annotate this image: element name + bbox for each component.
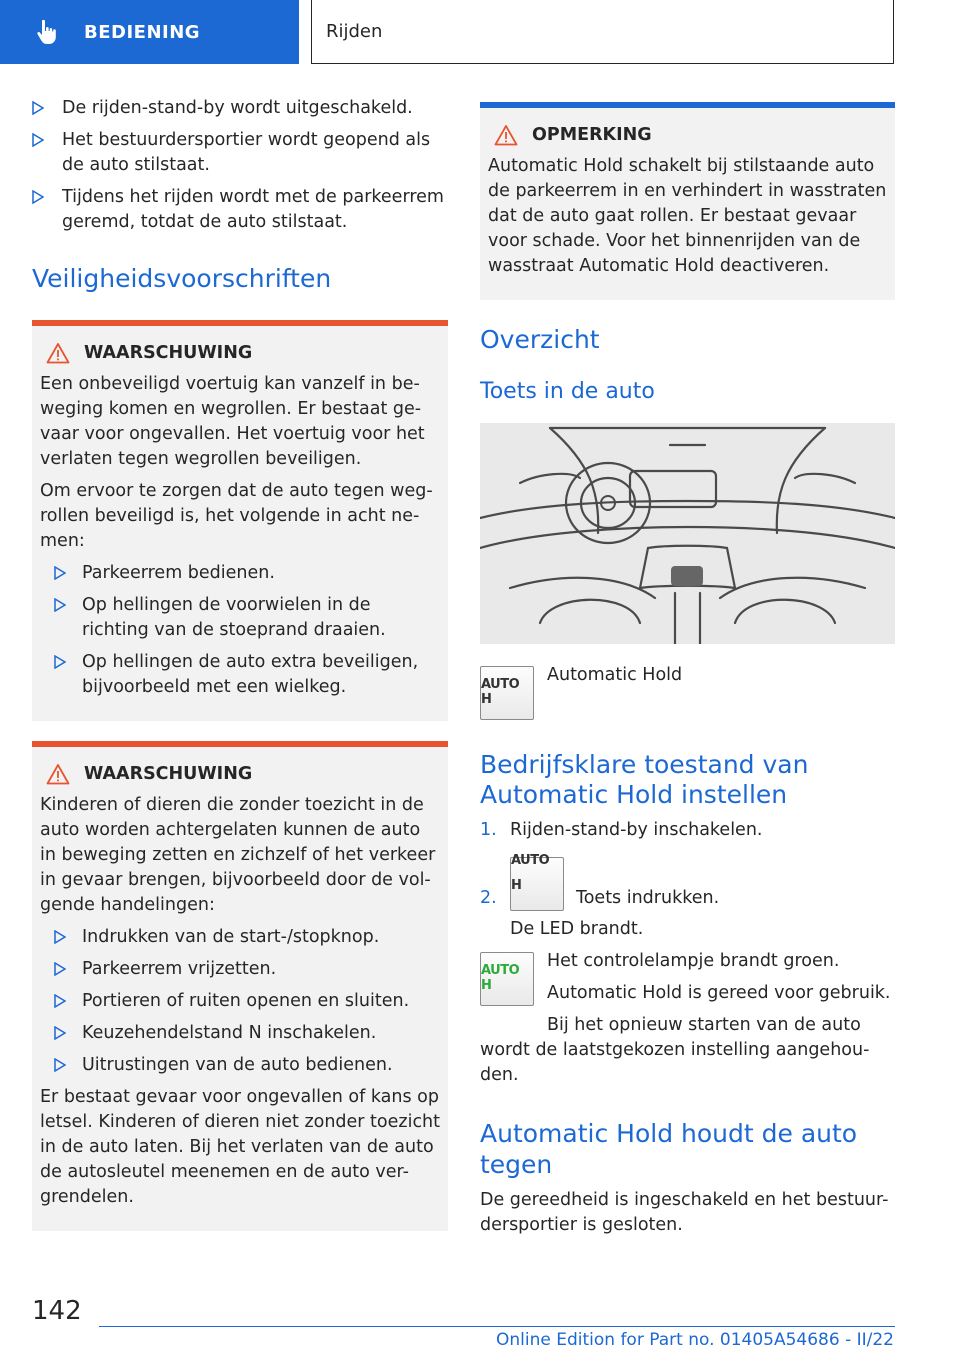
triangle-bullet-icon	[54, 1026, 66, 1040]
triangle-bullet-icon	[32, 190, 44, 204]
triangle-bullet-icon	[32, 133, 44, 147]
hand-pointer-icon	[34, 17, 64, 47]
warning-title: WAARSCHUWING	[84, 343, 253, 363]
section-header	[311, 0, 894, 64]
setup-steps	[480, 818, 895, 911]
triangle-bullet-icon	[54, 994, 66, 1008]
triangle-bullet-icon	[54, 598, 66, 612]
warning-bullets	[40, 561, 440, 700]
list-item: Keuzehendelstand N inschakelen.	[40, 1021, 440, 1046]
footer-divider	[99, 1326, 895, 1327]
button-legend	[480, 666, 895, 720]
page-number: 142	[32, 1296, 82, 1326]
triangle-bullet-icon	[54, 566, 66, 580]
heading-safety: Veiligheidsvoorschriften	[32, 264, 332, 293]
lamp-text: Bij het opnieuw starten van de auto	[547, 1015, 861, 1035]
triangle-bullet-icon	[32, 101, 44, 115]
intro-bullets	[32, 96, 448, 235]
auto-h-indicator-lamp: AUTO H	[480, 952, 534, 1006]
note-text: Automatic Hold schakelt bij stilstaande auto de parkeerrem in en verhindert in wasstraten dat de auto gaat rollen. Er bestaat gevaar voor schade. Voor het binnenrijden van de wasstraat Automatic Hold deactiveren.	[488, 156, 887, 276]
list-item: De rijden-stand-by wordt uitgeschakeld.	[32, 96, 448, 121]
list-item: Parkeerrem bedienen.	[40, 561, 440, 586]
triangle-bullet-icon	[54, 1058, 66, 1072]
chapter-tab[interactable]	[0, 0, 299, 64]
hold-text: De gereedheid is ingeschakeld en het bestuur-dersportier is gesloten.	[480, 1190, 889, 1235]
list-item: Op hellingen de voorwielen in de richting van de stoeprand draaien.	[40, 593, 440, 643]
warning-title: WAARSCHUWING	[84, 764, 253, 784]
led-text: De LED brandt.	[510, 919, 644, 939]
auto-h-button[interactable]: AUTO H	[510, 857, 564, 911]
heading-button-in-car: Toets in de auto	[480, 379, 655, 404]
button-caption: Automatic Hold	[547, 665, 683, 685]
chapter-label: BEDIENING	[84, 21, 201, 43]
warning-text: Om ervoor te zorgen dat de auto tegen weg-rollen beveiligd is, het volgende in acht ne-men:	[40, 481, 433, 551]
list-item: Indrukken van de start-/stopknop.	[40, 925, 440, 950]
triangle-bullet-icon	[54, 655, 66, 669]
list-item: Parkeerrem vrijzetten.	[40, 957, 440, 982]
warning-text: Een onbeveiligd voertuig kan vanzelf in be-weging komen en wegrollen. Er bestaat ge-vaar voor ongevallen. Het voertuig voor het verlaten tegen wegrollen beveiligen.	[40, 374, 425, 469]
warning-box-1	[32, 320, 448, 721]
left-column	[32, 96, 448, 1231]
right-column	[480, 102, 895, 1238]
triangle-bullet-icon	[54, 930, 66, 944]
triangle-bullet-icon	[54, 962, 66, 976]
warning-icon	[46, 763, 70, 785]
auto-h-button[interactable]: AUTO H	[480, 666, 534, 720]
warning-text: Er bestaat gevaar voor ongevallen of kans op letsel. Kinderen of dieren niet zonder toezicht in de auto laten. Bij het verlaten van de auto de autosleutel meenemen en de auto ver-grendelen.	[40, 1087, 441, 1207]
warning-box-2	[32, 741, 448, 1231]
warning-text: Kinderen of dieren die zonder toezicht in de auto worden achtergelaten kunnen de auto in beweging zetten en zichzelf of het verkeer in gevaar brengen, bijvoorbeeld door de vol-gende handelingen:	[40, 795, 436, 915]
note-box	[480, 102, 895, 300]
lamp-text-continued: wordt de laatstgekozen instelling aangehou-den.	[480, 1040, 870, 1085]
warning-icon	[46, 342, 70, 364]
warning-icon	[494, 124, 518, 146]
list-item: Tijdens het rijden wordt met de parkeerrem geremd, totdat de auto stilstaat.	[32, 185, 448, 235]
cockpit-illustration	[480, 423, 895, 644]
list-item: Op hellingen de auto extra beveiligen, bijvoorbeeld met een wielkeg.	[40, 650, 440, 700]
list-item: Portieren of ruiten openen en sluiten.	[40, 989, 440, 1014]
note-title: OPMERKING	[532, 125, 652, 145]
list-item: 1. Rijden-stand-by inschakelen.	[480, 820, 763, 840]
section-title: Rijden	[326, 21, 383, 42]
heading-overview: Overzicht	[480, 325, 600, 354]
warning-bullets	[40, 925, 440, 1078]
edition-link[interactable]: Online Edition for Part no. 01405A54686 - II/22	[495, 1330, 894, 1350]
lamp-legend	[480, 952, 895, 1038]
list-item: Uitrustingen van de auto bedienen.	[40, 1053, 440, 1078]
heading-setup: Bedrijfsklare toestand van Automatic Hold instellen	[480, 750, 809, 809]
list-item: 2. AUTO H Toets indrukken.	[480, 857, 895, 911]
list-item: Het bestuurdersportier wordt geopend als de auto stilstaat.	[32, 128, 448, 178]
lamp-text: Automatic Hold is gereed voor gebruik.	[547, 983, 891, 1003]
heading-hold: Automatic Hold houdt de auto tegen	[480, 1119, 858, 1179]
lamp-text: Het controlelampje brandt groen.	[547, 951, 840, 971]
